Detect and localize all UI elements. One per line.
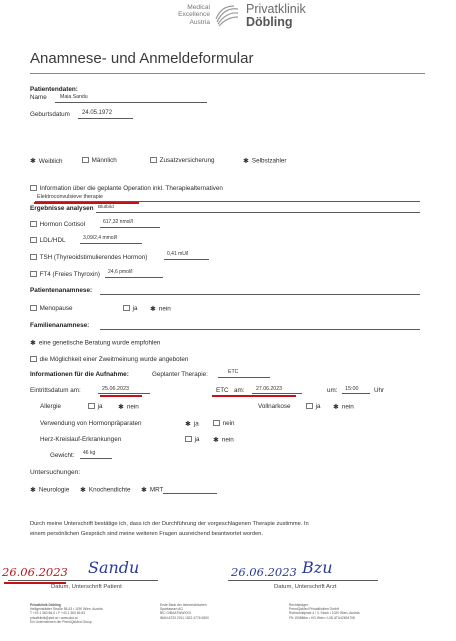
dob-field[interactable]: 24.05.1972: [82, 110, 113, 116]
therapy-underline: [218, 377, 270, 378]
vollnarkose-ja[interactable]: ja: [306, 403, 321, 410]
checkbox-icon: [123, 305, 130, 312]
check-mark-icon: ✱: [150, 306, 156, 313]
dob-underline: [78, 118, 133, 119]
entry-red-mark: [100, 395, 142, 397]
um-label: um:: [327, 387, 338, 394]
results-label: Ergebnisse analysen: [30, 205, 94, 212]
cortisol-option[interactable]: Hormon Cortisol: [30, 221, 85, 228]
genetic-option[interactable]: ✱ eine genetische Beratung wurde empfohlen: [30, 339, 161, 347]
patient-sign-line: [8, 580, 158, 581]
checkbox-icon: [30, 254, 37, 261]
tsh-underline: [164, 259, 209, 260]
gewicht-field[interactable]: 46 kg: [83, 450, 96, 456]
entry-underline: [98, 393, 150, 394]
check-mark-icon: ✱: [243, 158, 249, 165]
name-underline: [55, 102, 207, 103]
menopause-option[interactable]: Menopause: [30, 305, 73, 312]
checkbox-icon: [30, 221, 37, 228]
time-underline: [342, 393, 370, 394]
tsh-value[interactable]: 0,41 mU/l: [167, 251, 189, 257]
selbstzahler-option[interactable]: ✱ Selbstzahler: [243, 157, 287, 165]
gewicht-label: Gewicht:: [50, 452, 75, 459]
title-rule: [30, 73, 425, 74]
weiblich-option[interactable]: ✱ Weiblich: [30, 157, 63, 165]
checkbox-icon: [30, 271, 37, 278]
hormon-label: Verwendung von Hormonpräparaten: [40, 420, 142, 427]
uhr-label: Uhr: [374, 387, 385, 394]
footer-col-1: Privatklinik Döbling Heiligenstädter Straße 55-63 • 1190 Wien, Austria T +43 1 360 66-0 • F +43 1 360 66 63 privatklinik@pkd.at • www.pkd.at Ein Unternehmen der PremiQaMed Group: [30, 603, 103, 624]
patient-section-label: Patientendaten:: [30, 86, 78, 93]
patient-signature[interactable]: Sandu: [88, 558, 140, 577]
info-red-mark: [34, 202, 139, 204]
checkbox-icon: [306, 403, 313, 410]
patient-sign-date[interactable]: 26.06.2023: [2, 565, 68, 579]
ldl-option[interactable]: LDL/HDL: [30, 237, 66, 244]
checkbox-icon: [30, 356, 37, 363]
logo-tagline: Medical Excellence Austria: [178, 4, 210, 26]
time-field[interactable]: 15:00: [345, 386, 359, 392]
family-anamnese-underline: [100, 329, 420, 330]
ft4-value[interactable]: 24,6 pmol/l: [108, 269, 133, 275]
results-underline: [96, 212, 420, 213]
neurologie-option[interactable]: ✱ Neurologie: [30, 486, 70, 494]
family-anamnese-label: Familienanamnese:: [30, 322, 90, 329]
mrt-underline: [163, 493, 217, 494]
herz-label: Herz-Kreislauf-Erkrankungen: [40, 436, 122, 443]
allergie-ja[interactable]: ja: [88, 403, 103, 410]
dob-label: Geburtsdatum: [30, 111, 70, 118]
brand-name: Privatklinik Döbling: [246, 2, 306, 29]
checkbox-icon: [185, 436, 192, 443]
info-option[interactable]: Information über die geplante Operation inkl. Therapiealternativen: [30, 185, 223, 192]
name-label: Name: [30, 94, 47, 101]
consent-text: Durch meine Unterschrift bestätige ich, dass ich der Durchführung der vorgeschlagenen Therapie zustimme. In einem persönlichen Gespräch sind meine weiteren Fragen ausreichend beantwortet worden.: [30, 521, 309, 537]
check-mark-icon: ✱: [185, 421, 191, 428]
entry-field[interactable]: 25.06.2023: [102, 386, 129, 392]
second-opinion-option[interactable]: die Möglichkeit einer Zweitmeinung wurde angeboten: [30, 356, 188, 363]
therapy-field[interactable]: ETC: [228, 369, 239, 375]
herz-nein[interactable]: ✱ nein: [213, 436, 234, 444]
maennlich-option[interactable]: Männlich: [82, 157, 117, 164]
untersuchungen-label: Untersuchungen:: [30, 469, 81, 476]
herz-ja[interactable]: ja: [185, 436, 200, 443]
results-field[interactable]: Blutbild: [98, 205, 114, 210]
check-mark-icon: ✱: [141, 487, 147, 494]
ldl-underline: [80, 243, 142, 244]
mrt-option[interactable]: ✱ MRT: [141, 486, 164, 494]
doctor-sign-date[interactable]: 26.06.2023: [231, 565, 297, 579]
etc-red-mark: [212, 395, 296, 397]
entry-label: Eintrittsdatum am:: [30, 387, 81, 394]
tsh-option[interactable]: TSH (Thyreoidstimulierendes Hormon): [30, 254, 147, 261]
footer-col-3: Rechtsträger: PremiQaMed Privatkliniken GmbH Rothschildplatz 4 / 3. Stock • 1020 Wien, Austria FN 150886m • HG Wien • UID ATU42694708: [289, 603, 360, 620]
etc-date-underline: [252, 393, 302, 394]
knochendichte-option[interactable]: ✱ Knochendichte: [80, 486, 131, 494]
allergie-label: Allergie: [40, 403, 61, 410]
logo-icon: [214, 4, 240, 28]
check-mark-icon: ✱: [213, 437, 219, 444]
zusatz-option[interactable]: Zusatzversicherung: [150, 157, 215, 164]
page-title: Anamnese- und Anmeldeformular: [30, 50, 254, 67]
checkbox-icon: [213, 420, 220, 427]
ft4-option[interactable]: FT4 (Freies Thyroxin): [30, 271, 100, 278]
admission-label: Informationen für die Aufnahme:: [30, 371, 129, 378]
vollnarkose-nein[interactable]: ✱ nein: [333, 403, 354, 411]
patient-anamnese-label: Patientenanamnese:: [30, 287, 93, 294]
checkbox-icon: [150, 157, 157, 164]
patient-sign-caption: Datum, Unterschrift Patient: [51, 584, 122, 590]
cortisol-underline: [100, 227, 160, 228]
therapy-label: Geplanter Therapie:: [152, 371, 208, 378]
cortisol-value[interactable]: 617,32 nmol/l: [103, 219, 134, 225]
menopause-ja[interactable]: ja: [123, 305, 138, 312]
patient-anamnese-underline: [100, 294, 420, 295]
etc-label: ETC: [216, 387, 229, 394]
checkbox-icon: [82, 157, 89, 164]
checkbox-icon: [30, 185, 37, 192]
gewicht-underline: [80, 458, 112, 459]
name-field[interactable]: Maia Sandu: [60, 94, 88, 100]
check-mark-icon: ✱: [30, 487, 36, 494]
check-mark-icon: ✱: [333, 404, 339, 411]
check-mark-icon: ✱: [118, 404, 124, 411]
hormon-nein[interactable]: nein: [213, 420, 235, 427]
check-mark-icon: ✱: [30, 340, 36, 347]
info-field[interactable]: Elektroconvulsieve therapie: [37, 194, 103, 200]
doctor-sign-line: [228, 580, 378, 581]
etc-date-field[interactable]: 27.06.2023: [256, 386, 282, 392]
doctor-sign-caption: Datum, Unterschrift Arzt: [274, 584, 337, 590]
doctor-signature[interactable]: Bzu: [302, 558, 333, 577]
hormon-ja[interactable]: ✱ ja: [185, 420, 199, 428]
footer-col-2: Erste Bank der österreichischen Sparkassen AG BIC GIBAATWWXXX IBAN AT20 2011 1822 4776 6500: [160, 603, 209, 620]
ft4-underline: [105, 277, 163, 278]
etc-am-label: am:: [234, 387, 245, 394]
check-mark-icon: ✱: [30, 158, 36, 165]
allergie-nein[interactable]: ✱ nein: [118, 403, 139, 411]
ldl-value[interactable]: 3,09/2,4 mmol/l: [83, 235, 118, 241]
gender-options: [30, 157, 63, 165]
checkbox-icon: [88, 403, 95, 410]
check-mark-icon: ✱: [80, 487, 86, 494]
vollnarkose-label: Vollnarkose: [258, 403, 291, 410]
checkbox-icon: [30, 237, 37, 244]
menopause-nein[interactable]: ✱ nein: [150, 305, 171, 313]
checkbox-icon: [30, 305, 37, 312]
